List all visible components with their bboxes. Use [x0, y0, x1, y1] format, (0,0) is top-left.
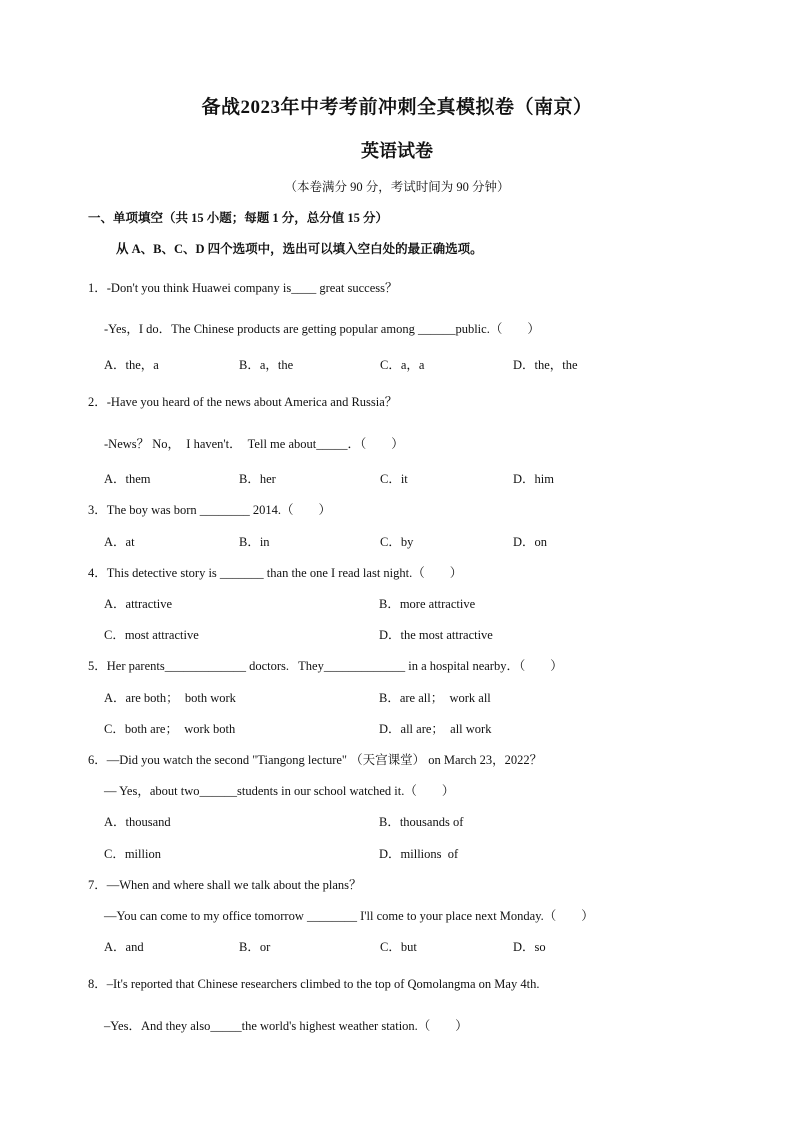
- option-a[interactable]: A．attractive: [104, 597, 173, 611]
- option-d[interactable]: D．so: [513, 940, 546, 954]
- option-a[interactable]: A．thousand: [104, 815, 171, 829]
- option-c[interactable]: C．both are； work both: [104, 722, 236, 736]
- question-reply: -News？ No， I haven't． Tell me about_____．（ ）: [104, 437, 404, 451]
- option-b[interactable]: B．her: [239, 472, 276, 486]
- section-heading: 一、单项填空（共 15 小题；每题 1 分，总分值 15 分）: [88, 211, 389, 225]
- option-d[interactable]: D．him: [513, 472, 554, 486]
- option-b[interactable]: B．thousands of: [379, 815, 464, 829]
- option-c[interactable]: C．million: [104, 847, 161, 861]
- question-stem: 5．Her parents_____________ doctors. They_____________ in a hospital nearby．（ ）: [88, 659, 563, 673]
- question-reply: –Yes．And they also_____the world's highest weather station.（ ）: [104, 1019, 468, 1033]
- option-d[interactable]: D．millions of: [379, 847, 459, 861]
- option-b[interactable]: B．more attractive: [379, 597, 476, 611]
- question-stem: 7．—When and where shall we talk about the plans？: [88, 878, 362, 892]
- question-stem: 3．The boy was born ________ 2014.（ ）: [88, 503, 332, 517]
- option-c[interactable]: C．but: [380, 940, 417, 954]
- option-c[interactable]: C．by: [380, 535, 414, 549]
- option-a[interactable]: A．them: [104, 472, 151, 486]
- option-d[interactable]: D．the，the: [513, 358, 578, 372]
- option-b[interactable]: B．or: [239, 940, 271, 954]
- question-reply: — Yes，about two______students in our school watched it.（ ）: [104, 784, 455, 798]
- question-stem: 6．—Did you watch the second "Tiangong lecture" （天宫课堂） on March 23，2022？: [88, 753, 543, 767]
- question-stem: 1．-Don't you think Huawei company is____ great success？: [88, 281, 398, 295]
- exam-note: （本卷满分 90 分，考试时间为 90 分钟）: [284, 180, 510, 194]
- section-instruction: 从 A、B、C、D 四个选项中，选出可以填入空白处的最正确选项。: [116, 242, 483, 256]
- question-reply: -Yes，I do．The Chinese products are getting popular among ______public.（ ）: [104, 322, 540, 336]
- option-a[interactable]: A．and: [104, 940, 144, 954]
- question-stem: 2．-Have you heard of the news about America and Russia？: [88, 395, 398, 409]
- option-b[interactable]: B．a，the: [239, 358, 294, 372]
- question-stem: 4．This detective story is _______ than the one I read last night.（ ）: [88, 566, 463, 580]
- option-b[interactable]: B．are all； work all: [379, 691, 491, 705]
- option-d[interactable]: D．all are； all work: [379, 722, 492, 736]
- option-d[interactable]: D．on: [513, 535, 548, 549]
- option-a[interactable]: A．at: [104, 535, 135, 549]
- exam-subtitle: 英语试卷: [361, 141, 433, 161]
- exam-title: 备战2023年中考考前冲刺全真模拟卷（南京）: [201, 97, 593, 118]
- option-a[interactable]: A．the，a: [104, 358, 159, 372]
- option-c[interactable]: C．a，a: [380, 358, 425, 372]
- option-c[interactable]: C．most attractive: [104, 628, 199, 642]
- option-b[interactable]: B．in: [239, 535, 270, 549]
- question-reply: —You can come to my office tomorrow ________ I'll come to your place next Monday.（ ）: [104, 909, 594, 923]
- option-d[interactable]: D．the most attractive: [379, 628, 493, 642]
- question-stem: 8．–It's reported that Chinese researchers climbed to the top of Qomolangma on May 4th.: [88, 977, 540, 991]
- option-a[interactable]: A．are both； both work: [104, 691, 236, 705]
- option-c[interactable]: C．it: [380, 472, 408, 486]
